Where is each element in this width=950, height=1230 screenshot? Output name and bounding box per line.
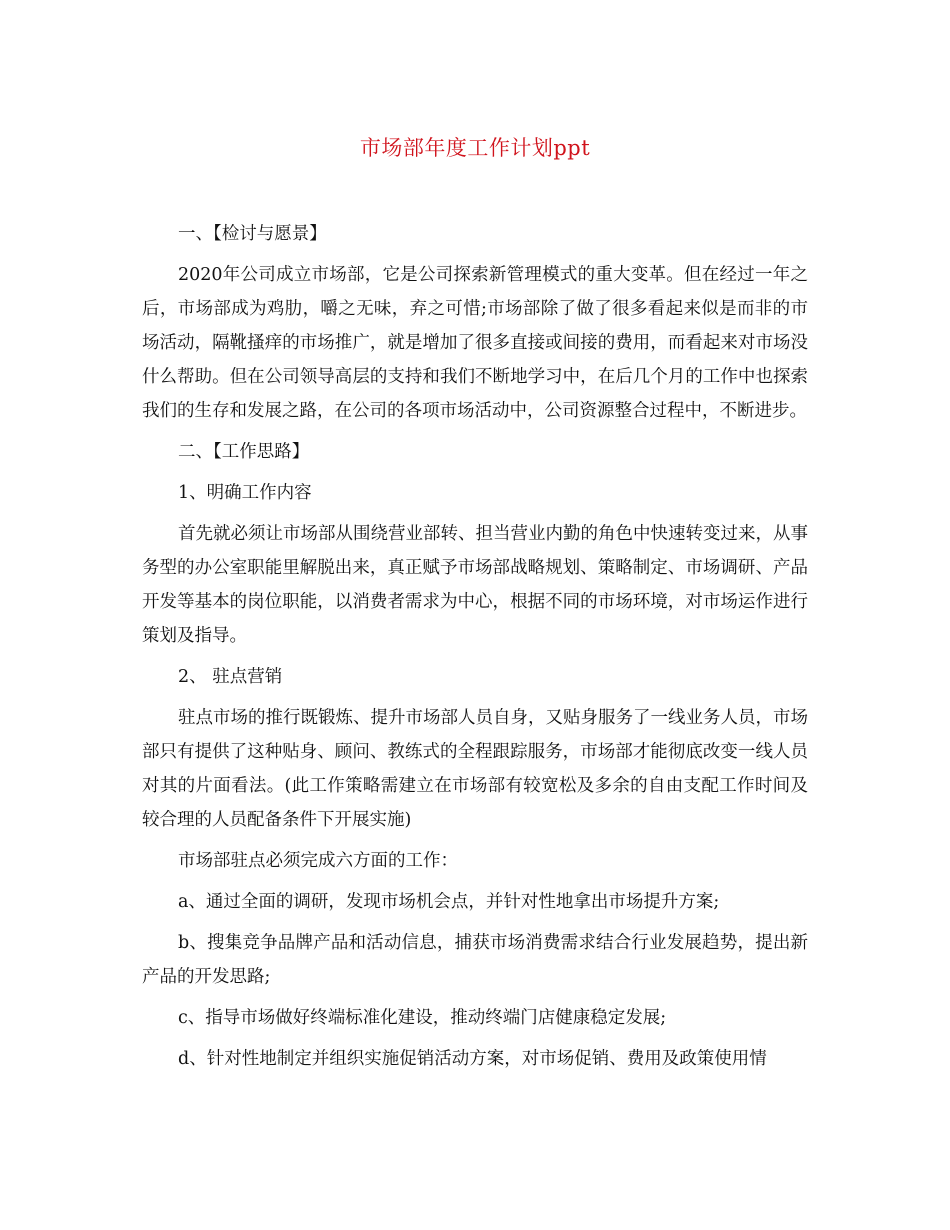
section-heading-review: 一、【检讨与愿景】 <box>178 224 327 244</box>
paragraph-six-tasks-intro: 市场部驻点必须完成六方面的工作： <box>178 851 458 871</box>
list-item-a: a、通过全面的调研，发现市场机会点，并针对性地拿出市场提升方案; <box>178 892 720 912</box>
document-body <box>142 217 808 1083</box>
section-heading-approach: 二、【工作思路】 <box>178 442 310 462</box>
list-item-d: d、针对性地制定并组织实施促销活动方案，对市场促销、费用及政策使用情 <box>178 1049 767 1069</box>
paragraph-review: 2020年公司成立市场部，它是公司探索新管理模式的重大变革。但在经过一年之后，市场部成为鸡肋，嚼之无味，弃之可惜;市场部除了做了很多看起来似是而非的市场活动，隔靴搔痒的市场推广，就是增加了很多直接或间接的费用，而看起来对市场没什么帮助。但在公司领导高层的支持和我们不断地学习中，在后几个月的工作中也探索我们的生存和发展之路，在公司的各项市场活动中，公司资源整合过程中，不断进步。 <box>142 265 808 421</box>
paragraph-onsite-marketing: 驻点市场的推行既锻炼、提升市场部人员自身，又贴身服务了一线业务人员，市场部只有提供了这种贴身、顾问、教练式的全程跟踪服务，市场部才能彻底改变一线人员对其的片面看法。(此工作策略需建立在市场部有较宽松及多余的自由支配工作时间及较合理的人员配备条件下开展实施) <box>142 708 808 830</box>
document-title: 市场部年度工作计划ppt <box>359 136 591 160</box>
subheading-work-content: 1、明确工作内容 <box>178 483 312 503</box>
subheading-onsite-marketing: 2、 驻点营销 <box>178 667 283 687</box>
list-item-c: c、指导市场做好终端标准化建设，推动终端门店健康稳定发展; <box>178 1008 667 1028</box>
list-item-b: b、搜集竞争品牌产品和活动信息，捕获市场消费需求结合行业发展趋势，提出新产品的开发思路; <box>142 933 808 987</box>
paragraph-work-content: 首先就必须让市场部从围绕营业部转、担当营业内勤的角色中快速转变过来，从事务型的办公室职能里解脱出来，真正赋予市场部战略规划、策略制定、市场调研、产品开发等基本的岗位职能，以消费者需求为中心，根据不同的市场环境，对市场运作进行策划及指导。 <box>142 524 808 646</box>
